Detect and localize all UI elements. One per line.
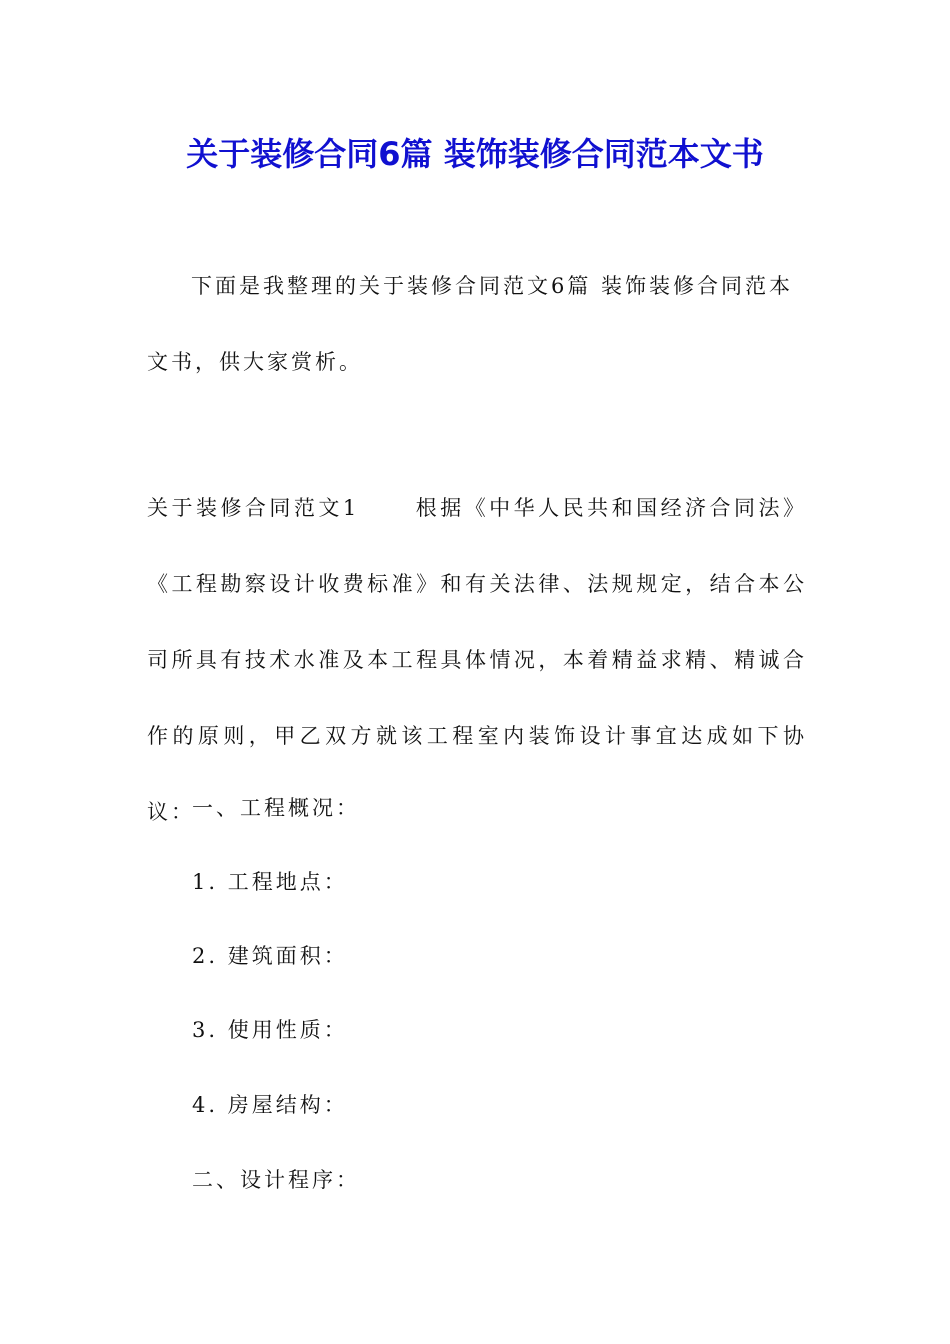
item-building-structure: 4. 房屋结构：: [192, 1093, 348, 1117]
section-body: 根据《中华人民共和国经济合同法》《工程勘察设计收费标准》和有关法律、法规规定，结合本公司所具有技术水准及本工程具体情况，本着精益求精、精诚合作的原则，甲乙双方就该工程室内装饰设计事宜达成如下协议：: [147, 496, 807, 824]
item-building-area: 2. 建筑面积：: [192, 944, 348, 968]
intro-paragraph: 下面是我整理的关于装修合同范文6篇 装饰装修合同范本文书，供大家赏析。: [147, 274, 794, 374]
document-title: 关于装修合同6篇 装饰装修合同范本文书: [186, 135, 764, 173]
item-project-location: 1. 工程地点：: [192, 870, 348, 894]
section-label: 关于装修合同范文1: [147, 496, 360, 520]
heading-project-overview: 一、工程概况：: [192, 796, 360, 820]
heading-design-procedure: 二、设计程序：: [192, 1168, 360, 1192]
item-usage-nature: 3. 使用性质：: [192, 1018, 348, 1042]
